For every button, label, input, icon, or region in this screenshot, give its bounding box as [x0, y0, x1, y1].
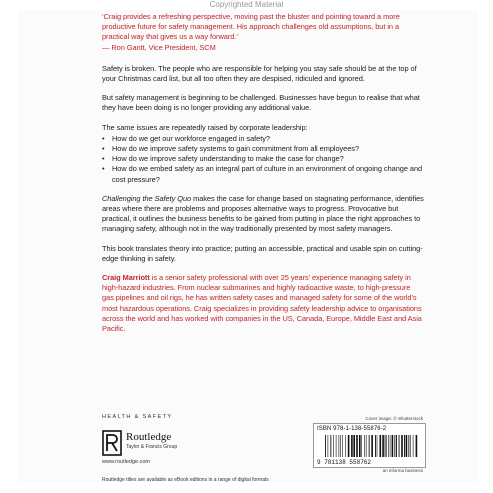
author-name: Craig Marriott [102, 273, 150, 283]
paragraph-book-summary [102, 194, 424, 235]
back-cover [18, 10, 478, 482]
paragraph-intro: Safety is broken. The people who are responsible for helping you stay safe should be at the top of your Christmas card list, but all too often they are despised, ridiculed and ignored. [102, 63, 417, 84]
isbn-number: ISBN 978-1-138-55876-2 [317, 426, 387, 432]
publisher-url: www.routledge.com [102, 459, 150, 465]
ebook-note: Routledge titles are available as eBook editions in a range of digital formats [102, 477, 269, 482]
list-item: • How do we improve safety systems to gain commitment from all employees? [102, 144, 424, 154]
book-title: Challenging the Safety Quo [102, 193, 192, 203]
list-item: • How do we get our workforce engaged in safety? [102, 134, 424, 144]
list-item: • How do we improve safety understanding to make the case for change? [102, 154, 424, 164]
copyright-label: Copyrighted Material [209, 0, 284, 9]
quote-text: ‘Craig provides a refreshing perspective, moving past the bluster and pointing toward a more productive future for safety management. His approach challenges old assumptions, but in a practical way that gives us a way forward.’ [102, 12, 400, 42]
quote-attribution: — Ron Gantt, Vice President, SCM [102, 42, 216, 52]
endorsement-quote [102, 12, 424, 53]
summary-text: makes the case for change based on stagnating performance, identifies areas where there are problems and proposes alternative ways to progress. Provocative but practical, it outlines the business benefits to be gained from putting in place the right approaches to managing safety, although not in the way traditionally presented by most safety managers. [102, 193, 424, 234]
list-item: • How do we embed safety as an integral part of culture in an environment of ongoing change and cost pressure? [102, 164, 424, 184]
publisher-name: Routledge [126, 431, 172, 443]
paragraph-practice: This book translates theory into practice; putting an accessible, practical and usable spin on cutting-edge thinking in safety. [102, 243, 423, 263]
barcode-digits: 9 781138 558762 [317, 459, 372, 465]
paragraph-challenge: But safety management is beginning to be challenged. Businesses have begun to realise that what they have been doing is no longer providing any additional value. [102, 93, 420, 113]
category-label: HEALTH & SAFETY [102, 414, 173, 420]
barcode-icon [317, 435, 420, 465]
author-bio-text: is a senior safety professional with over 25 years’ experience managing safety in high-hazard industries. From nuclear submarines and highly radioactive waste, to high-pressure gas pipelines and oil rigs, he has written safety cases and managed safety for some of the world’s most hazardous operations. Craig specializes in providing safety leadership advice to organisations across the world and has worked with companies in the US, Canada, Europe, Middle East and Asia Pacific. [102, 273, 422, 334]
cover-image-credit: Cover image: © Shutterstock [365, 416, 423, 421]
isbn-barcode [313, 423, 426, 468]
routledge-r-icon [102, 430, 122, 456]
paragraph-issues: The same issues are repeatedly raised by corporate leadership: [102, 122, 308, 132]
routledge-logo [102, 430, 222, 465]
cover-text [102, 12, 424, 343]
issues-list [102, 134, 424, 185]
informa-note: an informa business [382, 468, 423, 473]
author-bio [102, 273, 424, 334]
publisher-group: Taylor & Francis Group [126, 444, 178, 450]
